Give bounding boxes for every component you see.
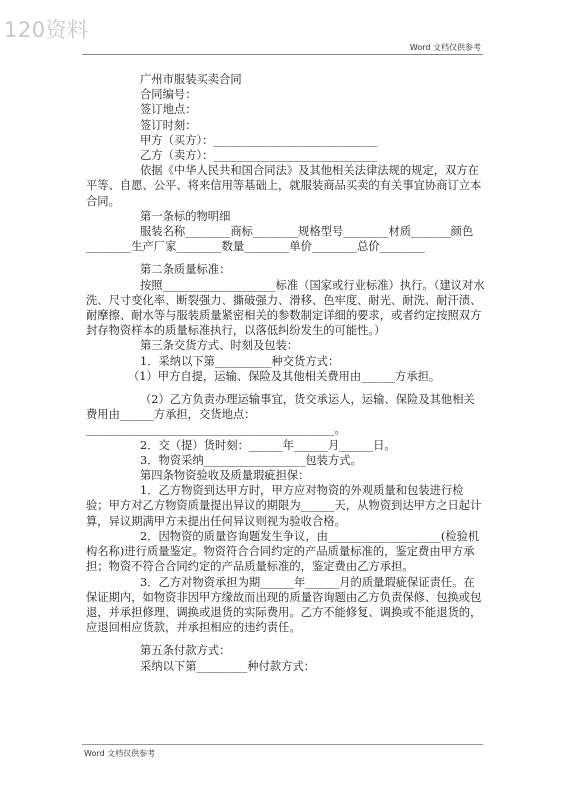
footer-note: Word 文档仅供参考 (84, 749, 156, 758)
section-3-item-3: 3．物资采纳__________________包装方式。 (140, 453, 362, 467)
spacer (86, 254, 486, 262)
section-1-heading: 第一条标的物明细 (140, 209, 231, 223)
section-4-item-1: 1．乙方物资到达甲方时，甲方应对物资的外观质量和包装进行检验；甲方对乙方物资质量提出异议的期限为______天，从物资到达甲方之日起计算，异议期满甲方未提出任何异议则视为验收合格。 (86, 484, 482, 528)
spacer (86, 635, 486, 643)
section-4-item-3: 3．乙方对物资承担为期______年______月的质量瑕疵保证责任。在保证期内，如物资非因甲方缘故而出现的质量咨询题由乙方负责保修、包换或包退，并承担修理、调换或退货的实际费用。乙方不能修复、调换或不能退货的，应退回相应货款，并承担相应的违约责任。 (86, 575, 482, 635)
signing-place: 签订地点： (140, 103, 197, 117)
watermark: 120资料 (4, 18, 89, 42)
contract-title: 广州市服装买卖合同 (140, 73, 242, 86)
contract-number: 合同编号： (140, 88, 197, 102)
section-3-item-1a: （1）甲方自提，运输、保险及其他相关费用由______方承担。 (128, 369, 441, 383)
footer-divider (82, 744, 483, 745)
section-5-item: 采纳以下第_________种付款方式： (140, 659, 316, 673)
section-3-item-1b: （2）乙方负责办理运输事宜，货交承运人，运输、保险及其他相关费用由______方承担，交货地点：____________________________________________。 (86, 393, 475, 437)
section-5-heading: 第五条付款方式： (140, 644, 231, 658)
section-3-item-2: 2．交（提）货时刻：______年______月______日。 (140, 438, 396, 452)
section-4-heading: 第四条物资验收及质量瑕疵担保： (140, 469, 310, 483)
spacer (86, 384, 486, 392)
party-b: 乙方（卖方）：_____________________________ (140, 149, 378, 163)
preamble: 依据《中华人民共和国合同法》及其他相关法律法规的规定，双方在平等、自愿、公平、将来信用等基础上，就服装商品买卖的有关事宜协商订立本合同。 (86, 164, 482, 208)
contract-body (86, 72, 486, 674)
header-divider (82, 54, 483, 55)
signing-time: 签订时刻： (140, 118, 197, 132)
section-2-heading: 第二条质量标准： (140, 263, 231, 277)
section-3-heading: 第三条交货方式、时刻及包装： (140, 339, 299, 353)
header-note: Word 文档仅供参考 (409, 43, 481, 52)
section-2-body: 按照____________________标准（国家或行业标准）执行。（建议对水洗、尺寸变化率、断裂强力、撕破强力、滑移、色牢度、耐光、耐洗、耐汗渍、耐摩擦、耐水等与服装质量紧密相关的参数制定详细的要求，或者约定按照双方封存物资样本的质量标准执行，以落低纠纷发生的可能性。） (86, 278, 485, 338)
section-1-body: 服装名称________商标________规格型号________材质_______颜色________生产厂家________数量________单价________总价________ (86, 225, 474, 254)
section-3-item-1: 1．采纳以下第__________种交货方式： (140, 354, 340, 368)
party-a: 甲方（买方）：_____________________________ (140, 133, 378, 147)
section-4-item-2: 2．因物资的质量咨询题发生争议，由____________________(检验机构名称)进行质量鉴定。物资符合合同约定的产品质量标准的，鉴定费由甲方承担；物资不符合合同约定的产品质量标准的，鉴定费由乙方承担。 (86, 529, 480, 574)
